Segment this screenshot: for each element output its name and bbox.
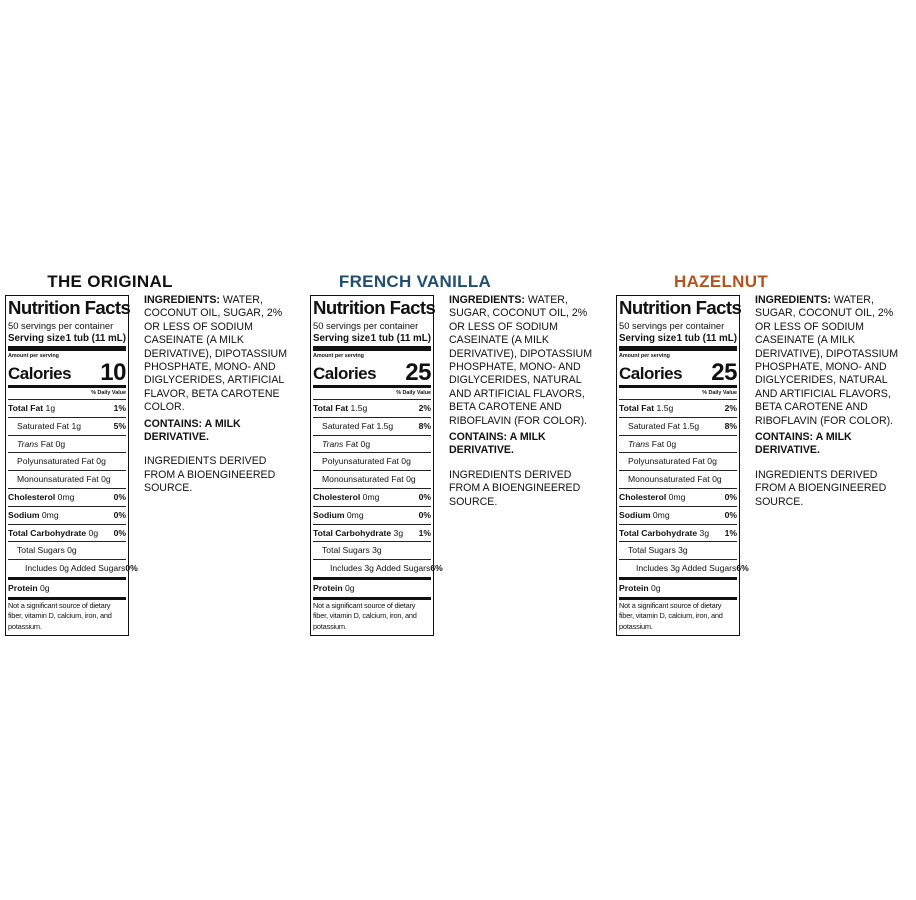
sodium-row [619, 506, 737, 524]
serving-size-label: Serving size [619, 333, 677, 344]
nutrient-dv: 5% [113, 420, 126, 431]
nutrient-name: Monounsaturated Fat 0g [17, 474, 111, 485]
nutrient-amount: 1.5g [348, 403, 368, 413]
nutrient-name: Total Carbohydrate [8, 527, 87, 538]
nutrient-amount: 0mg [666, 491, 686, 502]
nutrient-amount: 0g [37, 582, 50, 593]
nutrient-dv: 6% [430, 563, 443, 574]
polyunsaturated-fat-row [313, 452, 431, 470]
total-carbohydrate-row [8, 524, 126, 542]
serving-size-value: 1 tub (11 mL) [676, 333, 737, 344]
nutrient-dv: 1% [418, 527, 431, 538]
bioengineered-statement: INGREDIENTS DERIVED FROM A BIOENGINEERED SOURCE. [144, 455, 276, 495]
nutrient-dv: 0% [418, 491, 431, 502]
nutrient-name: Includes 3g Added Sugars [636, 563, 737, 574]
nutrient-name: Saturated Fat [17, 420, 70, 431]
calories-value: 10 [100, 359, 126, 386]
contains-statement: CONTAINS: A MILK DERIVATIVE. [449, 431, 546, 457]
nutrient-amount: 1g [43, 403, 56, 413]
nutrient-dv: 2% [724, 403, 737, 413]
saturated-fat-row [619, 417, 737, 435]
total-carbohydrate-row [619, 524, 737, 542]
polyunsaturated-fat-row [619, 452, 737, 470]
nutrient-name: Saturated Fat [322, 420, 375, 431]
nutrient-name: Saturated Fat [628, 420, 681, 431]
panel-french-vanilla [310, 272, 610, 632]
ingredients-heading: INGREDIENTS: [755, 294, 831, 306]
nutrient-amount: 0mg [39, 509, 59, 520]
servings-per-container: 50 servings per container [313, 320, 419, 331]
serving-size-label: Serving size [313, 333, 371, 344]
amount-per-serving: Amount per serving [313, 353, 364, 359]
total-sugars-row [619, 541, 737, 559]
monounsaturated-fat-row [619, 470, 737, 488]
total-carbohydrate-row [313, 524, 431, 542]
sodium-row [8, 506, 126, 524]
ingredients-heading: INGREDIENTS: [449, 294, 525, 306]
nutrient-name: Polyunsaturated Fat 0g [17, 456, 106, 467]
daily-value-header: % Daily Value [91, 390, 126, 396]
nutrient-dv: 8% [418, 420, 431, 431]
nutrient-amount: 0mg [650, 509, 670, 520]
ingredients-block [755, 294, 909, 509]
protein-row [8, 577, 126, 597]
nutrient-name: Total Sugars 3g [322, 545, 382, 556]
added-sugars-row [8, 559, 138, 577]
calories-block [8, 351, 126, 388]
nutrient-name: Trans [628, 438, 650, 449]
added-sugars-row [619, 559, 749, 577]
nutrient-dv: 0% [113, 509, 126, 520]
nutrient-amount: 1g [69, 420, 82, 431]
nutrient-dv: 0% [418, 509, 431, 520]
nutrition-footnote: Not a significant source of dietary fiber, vitamin D, calcium, iron, and potassium. [619, 597, 737, 635]
saturated-fat-row [313, 417, 431, 435]
nutrition-facts-label [310, 295, 443, 636]
nutrient-name: Protein [313, 582, 343, 593]
nutrient-name: Sodium [619, 509, 651, 520]
daily-value-header: % Daily Value [396, 390, 431, 396]
nutrient-name: Protein [8, 582, 38, 593]
nutrition-facts-label [616, 295, 749, 636]
servings-per-container: 50 servings per container [8, 320, 114, 331]
added-sugars-row [313, 559, 443, 577]
nutrition-facts-title: Nutrition Facts [8, 297, 131, 318]
nutrient-amount: 0g [648, 582, 661, 593]
ingredients-list: WATER, SUGAR, COCONUT OIL, 2% OR LESS OF SODIUM CASEINATE (A MILK DERIVATIVE), DIPOTASSIUM PHOSPHATE, MONO- AND DIGLYCERIDES, NATURAL AND ARTIFICIAL FLAVORS, BETA CAROTENE AND RIBOFLAVIN (FOR COLOR). [755, 294, 899, 427]
nutrient-name: Includes 3g Added Sugars [330, 563, 431, 574]
nutrient-amount: 0mg [344, 509, 364, 520]
nutrient-name: Total Fat [8, 403, 44, 413]
nutrient-name: Trans [17, 438, 39, 449]
nutrient-amount: 0g [86, 527, 99, 538]
ingredients-text [144, 294, 298, 415]
total-sugars-row [313, 541, 431, 559]
saturated-fat-row [8, 417, 126, 435]
serving-size-row [8, 332, 126, 351]
panel-title: FRENCH VANILLA [338, 272, 492, 291]
bioengineered-statement: INGREDIENTS DERIVED FROM A BIOENGINEERED SOURCE. [755, 468, 887, 508]
nutrient-amount: 1.5g [654, 403, 674, 413]
trans-fat-row [313, 435, 431, 453]
nutrient-name: Total Fat [313, 403, 349, 413]
nutrient-amount: Fat 0g [38, 438, 66, 449]
calories-label: Calories [8, 364, 72, 383]
panel-hazelnut [616, 272, 916, 632]
nutrient-dv: 2% [418, 403, 431, 413]
daily-value-header: % Daily Value [702, 390, 737, 396]
total-fat-row [8, 399, 126, 417]
ingredients-list: WATER, SUGAR, COCONUT OIL, 2% OR LESS OF SODIUM CASEINATE (A MILK DERIVATIVE), DIPOTASSIUM PHOSPHATE, MONO- AND DIGLYCERIDES, NATURAL AND ARTIFICIAL FLAVORS, BETA CAROTENE AND RIBOFLAVIN (FOR COLOR). [449, 294, 593, 427]
serving-size-row [313, 332, 431, 351]
nutrient-amount: Fat 0g [649, 438, 677, 449]
sodium-row [313, 506, 431, 524]
serving-size-label: Serving size [8, 333, 66, 344]
ingredients-block [449, 294, 603, 509]
trans-fat-row [619, 435, 737, 453]
nutrient-name: Polyunsaturated Fat 0g [322, 456, 411, 467]
ingredients-text [755, 294, 909, 428]
nutrition-footnote: Not a significant source of dietary fiber, vitamin D, calcium, iron, and potassium. [313, 597, 431, 635]
nutrient-amount: 0g [342, 582, 355, 593]
nutrition-facts-label [5, 295, 138, 636]
calories-block [313, 351, 431, 388]
nutrient-name: Total Sugars 0g [17, 545, 77, 556]
contains-statement: CONTAINS: A MILK DERIVATIVE. [755, 431, 852, 457]
calories-value: 25 [405, 359, 431, 386]
nutrient-name: Trans [322, 438, 344, 449]
nutrient-name: Cholesterol [8, 491, 56, 502]
nutrient-name: Cholesterol [619, 491, 667, 502]
nutrient-name: Total Sugars 3g [628, 545, 688, 556]
trans-fat-row [8, 435, 126, 453]
nutrient-dv: 8% [724, 420, 737, 431]
protein-row [313, 577, 431, 597]
nutrient-amount: 1.5g [680, 420, 700, 431]
nutrition-facts-title: Nutrition Facts [619, 297, 742, 318]
cholesterol-row [313, 488, 431, 506]
ingredients-list: WATER, COCONUT OIL, SUGAR, 2% OR LESS OF SODIUM CASEINATE (A MILK DERIVATIVE), DIPOTASSIUM PHOSPHATE, MONO- AND DIGLYCERIDES, ARTIFICIAL FLAVOR, BETA CAROTENE COLOR. [144, 294, 288, 414]
nutrient-name: Total Carbohydrate [313, 527, 392, 538]
total-sugars-row [8, 541, 126, 559]
nutrient-name: Monounsaturated Fat 0g [322, 474, 416, 485]
nutrient-dv: 0% [113, 527, 126, 538]
amount-per-serving: Amount per serving [619, 353, 670, 359]
nutrient-name: Sodium [313, 509, 345, 520]
calories-block [619, 351, 737, 388]
polyunsaturated-fat-row [8, 452, 126, 470]
nutrient-dv: 0% [113, 491, 126, 502]
nutrition-facts-title: Nutrition Facts [313, 297, 436, 318]
ingredients-heading: INGREDIENTS: [144, 294, 220, 306]
nutrient-dv: 0% [724, 509, 737, 520]
nutrient-amount: Fat 0g [343, 438, 371, 449]
nutrient-name: Sodium [8, 509, 40, 520]
calories-label: Calories [313, 364, 377, 383]
nutrient-name: Total Carbohydrate [619, 527, 698, 538]
ingredients-text [449, 294, 603, 428]
nutrient-amount: 0mg [55, 491, 75, 502]
calories-value: 25 [711, 359, 737, 386]
nutrient-amount: 0mg [360, 491, 380, 502]
panel-original [5, 272, 305, 632]
nutrient-amount: 3g [391, 527, 404, 538]
servings-per-container: 50 servings per container [619, 320, 725, 331]
total-fat-row [619, 399, 737, 417]
panel-title: HAZELNUT [674, 272, 768, 291]
nutrient-dv: 6% [736, 563, 749, 574]
cholesterol-row [8, 488, 126, 506]
calories-label: Calories [619, 364, 683, 383]
nutrition-footnote: Not a significant source of dietary fiber, vitamin D, calcium, iron, and potassium. [8, 597, 126, 635]
nutrient-dv: 0% [125, 563, 138, 574]
serving-size-value: 1 tub (11 mL) [370, 333, 431, 344]
serving-size-row [619, 332, 737, 351]
contains-statement: CONTAINS: A MILK DERIVATIVE. [144, 417, 241, 444]
protein-row [619, 577, 737, 597]
nutrient-amount: 1.5g [374, 420, 394, 431]
nutrient-dv: 0% [724, 491, 737, 502]
nutrient-name: Protein [619, 582, 649, 593]
panel-title: THE ORIGINAL [47, 272, 173, 291]
monounsaturated-fat-row [8, 470, 126, 488]
nutrient-name: Includes 0g Added Sugars [25, 563, 126, 574]
amount-per-serving: Amount per serving [8, 353, 59, 359]
monounsaturated-fat-row [313, 470, 431, 488]
nutrient-amount: 3g [697, 527, 710, 538]
nutrient-name: Cholesterol [313, 491, 361, 502]
bioengineered-statement: INGREDIENTS DERIVED FROM A BIOENGINEERED SOURCE. [449, 468, 581, 508]
nutrient-dv: 1% [724, 527, 737, 538]
nutrient-dv: 1% [113, 403, 126, 413]
serving-size-value: 1 tub (11 mL) [65, 333, 126, 344]
total-fat-row [313, 399, 431, 417]
nutrient-name: Polyunsaturated Fat 0g [628, 456, 717, 467]
ingredients-block [144, 294, 298, 496]
nutrient-name: Total Fat [619, 403, 655, 413]
nutrient-name: Monounsaturated Fat 0g [628, 474, 722, 485]
cholesterol-row [619, 488, 737, 506]
